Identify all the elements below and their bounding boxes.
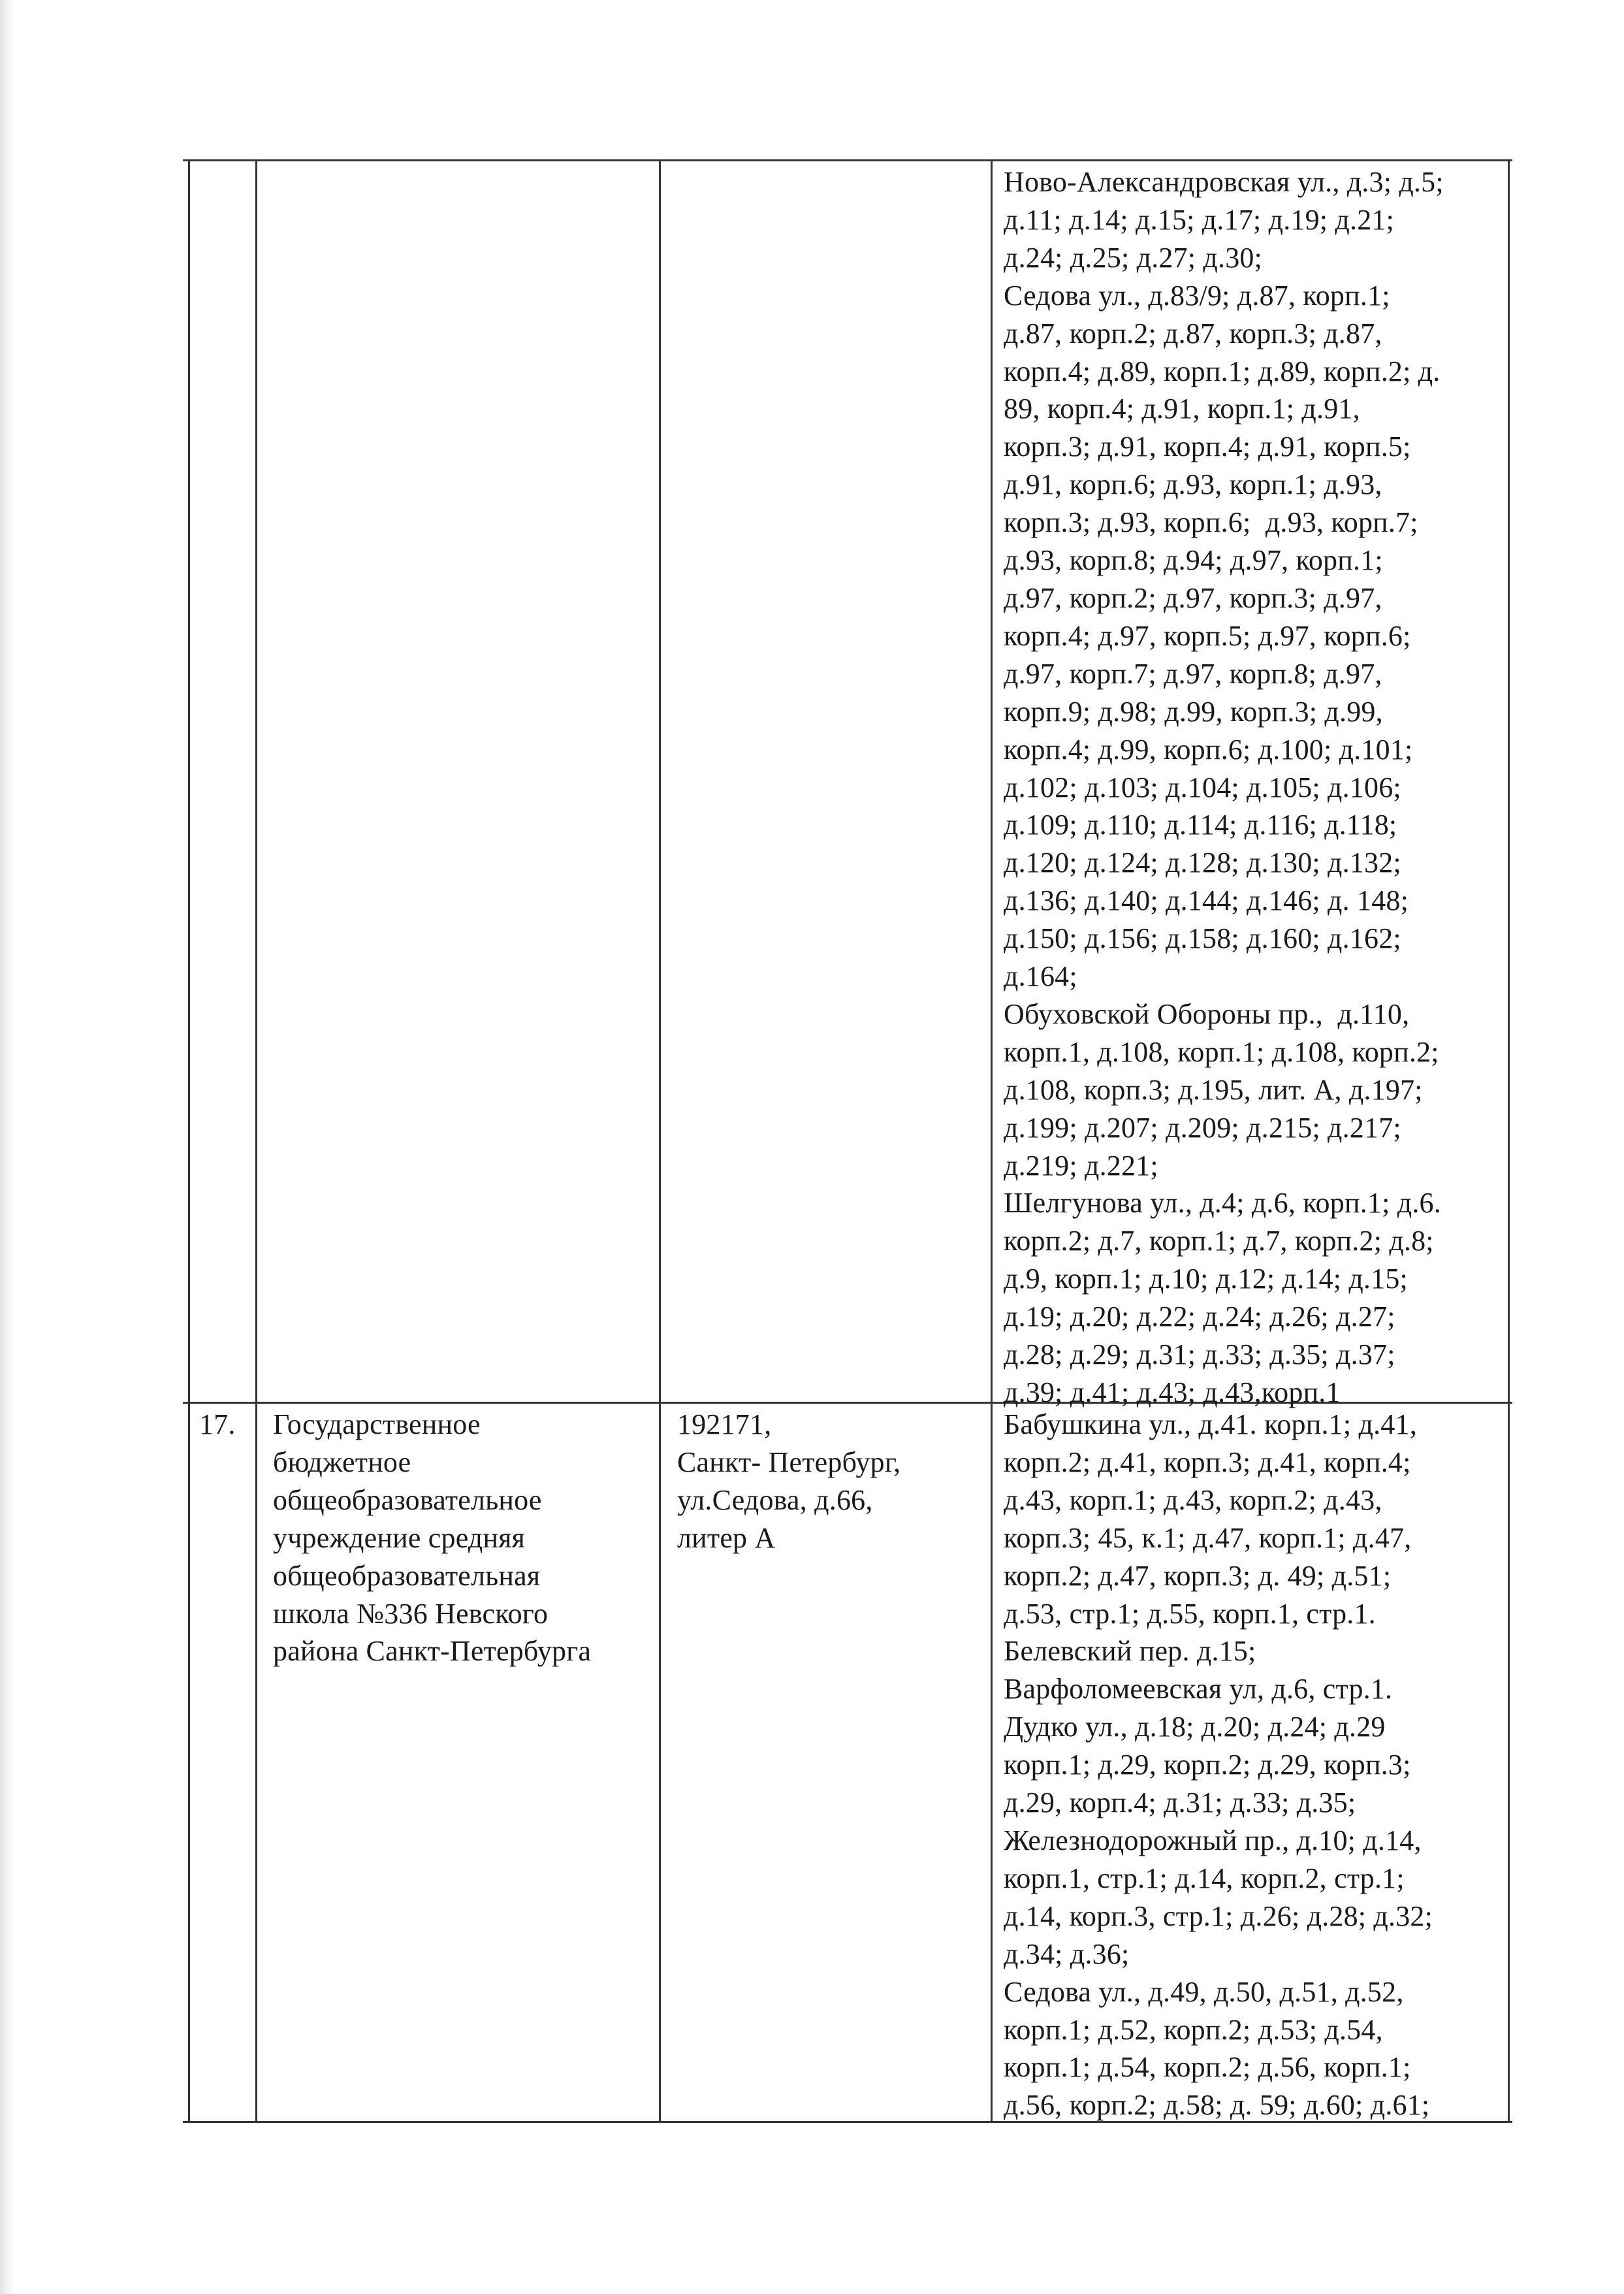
row-17-location-address xyxy=(677,1406,900,1557)
column-border-left xyxy=(188,159,190,2123)
address-line: Шелгунова ул., д.4; д.6, корп.1; д.6. xyxy=(1004,1187,1441,1220)
address-line: д.11; д.14; д.15; д.17; д.19; д.21; xyxy=(1004,203,1395,236)
address-line: корп.3; 45, к.1; д.47, корп.1; д.47, xyxy=(1004,1521,1412,1554)
address-line: корп.2; д.47, корп.3; д. 49; д.51; xyxy=(1004,1559,1392,1592)
institution-line: бюджетное xyxy=(273,1446,411,1478)
institution-line: общеобразовательное xyxy=(273,1483,542,1516)
address-line: д.43, корп.1; д.43, корп.2; д.43, xyxy=(1004,1483,1382,1516)
address-line: д.97, корп.2; д.97, корп.3; д.97, xyxy=(1004,581,1382,614)
institution-line: общеобразовательная xyxy=(273,1559,541,1592)
location-line: Санкт- Петербург, xyxy=(677,1446,901,1478)
address-line: д.150; д.156; д.158; д.160; д.162; xyxy=(1004,922,1401,955)
address-line: Варфоломеевская ул, д.6, стр.1. xyxy=(1004,1673,1393,1705)
address-line: корп.1, стр.1; д.14, корп.2, стр.1; xyxy=(1004,1862,1405,1894)
address-line: д.28; д.29; д.31; д.33; д.35; д.37; xyxy=(1004,1338,1395,1371)
address-line: д.56, корп.2; д.58; д. 59; д.60; д.61; xyxy=(1004,2089,1430,2122)
column-border-number xyxy=(255,159,257,2123)
address-line: д.93, корп.8; д.94; д.97, корп.1; xyxy=(1004,544,1383,577)
address-line: д.87, корп.2; д.87, корп.3; д.87, xyxy=(1004,317,1382,349)
address-line: корп.3; д.93, корп.6; д.93, корп.7; xyxy=(1004,506,1418,539)
institution-line: района Санкт-Петербурга xyxy=(273,1635,592,1668)
column-border-right xyxy=(1508,159,1510,2123)
address-line: д.91, корп.6; д.93, корп.1; д.93, xyxy=(1004,468,1382,501)
address-line: корп.2; д.41, корп.3; д.41, корп.4; xyxy=(1004,1446,1411,1478)
institution-line: Государственное xyxy=(273,1408,481,1440)
institution-line: учреждение средняя xyxy=(273,1521,526,1554)
column-border-institution xyxy=(659,159,661,2123)
address-line: д.164; xyxy=(1004,960,1077,993)
table-top-border xyxy=(183,159,1512,161)
column-border-location xyxy=(991,159,993,2123)
address-line: д.199; д.207; д.209; д.215; д.217; xyxy=(1004,1111,1401,1144)
address-line: д.53, стр.1; д.55, корп.1, стр.1. xyxy=(1004,1597,1376,1630)
address-line: д.109; д.110; д.114; д.116; д.118; xyxy=(1004,809,1397,841)
location-line: литер А xyxy=(677,1521,776,1554)
continuation-row-addresses xyxy=(1004,163,1444,1412)
address-line: корп.1; д.52, корп.2; д.53; д.54, xyxy=(1004,2013,1383,2046)
address-line: Обуховской Обороны пр., д.110, xyxy=(1004,997,1410,1030)
address-line: д.219; д.221; xyxy=(1004,1149,1158,1182)
address-line: Седова ул., д.83/9; д.87, корп.1; xyxy=(1004,279,1390,312)
address-line: д.39; д.41; д.43; д.43,корп.1 xyxy=(1004,1376,1341,1408)
address-line: д.9, корп.1; д.10; д.12; д.14; д.15; xyxy=(1004,1263,1408,1295)
row-17-number: 17. xyxy=(199,1408,236,1440)
address-line: д.29, корп.4; д.31; д.33; д.35; xyxy=(1004,1786,1356,1819)
address-line: Белевский пер. д.15; xyxy=(1004,1635,1256,1668)
address-line: Дудко ул., д.18; д.20; д.24; д.29 xyxy=(1004,1711,1386,1743)
address-line: д.19; д.20; д.22; д.24; д.26; д.27; xyxy=(1004,1300,1395,1333)
address-line: корп.1; д.54, корп.2; д.56, корп.1; xyxy=(1004,2051,1411,2084)
address-line: Железнодорожный пр., д.10; д.14, xyxy=(1004,1824,1422,1856)
address-line: корп.4; д.99, корп.6; д.100; д.101; xyxy=(1004,733,1413,766)
location-line: ул.Седова, д.66, xyxy=(677,1483,873,1516)
address-line: Ново-Александровская ул., д.3; д.5; xyxy=(1004,166,1444,198)
address-line: корп.1; д.29, корп.2; д.29, корп.3; xyxy=(1004,1749,1411,1781)
address-line: корп.4; д.89, корп.1; д.89, корп.2; д. xyxy=(1004,355,1441,387)
address-line: д.24; д.25; д.27; д.30; xyxy=(1004,241,1263,274)
address-line: д.108, корп.3; д.195, лит. А, д.197; xyxy=(1004,1073,1423,1106)
row-17-addresses xyxy=(1004,1406,1433,2124)
address-line: корп.9; д.98; д.99, корп.3; д.99, xyxy=(1004,695,1383,728)
address-line: д.34; д.36; xyxy=(1004,1937,1130,1970)
address-line: 89, корп.4; д.91, корп.1; д.91, xyxy=(1004,393,1360,425)
row-17-institution-name xyxy=(273,1406,591,1670)
address-line: корп.3; д.91, корп.4; д.91, корп.5; xyxy=(1004,430,1411,463)
address-line: д.14, корп.3, стр.1; д.26; д.28; д.32; xyxy=(1004,1899,1433,1932)
address-line: д.136; д.140; д.144; д.146; д. 148; xyxy=(1004,884,1409,917)
address-line: д.120; д.124; д.128; д.130; д.132; xyxy=(1004,847,1401,879)
institution-line: школа №336 Невского xyxy=(273,1597,549,1630)
address-line: Седова ул., д.49, д.50, д.51, д.52, xyxy=(1004,1975,1404,2008)
location-line: 192171, xyxy=(677,1408,772,1440)
address-line: корп.1, д.108, корп.1; д.108, корп.2; xyxy=(1004,1035,1439,1068)
address-line: корп.4; д.97, корп.5; д.97, корп.6; xyxy=(1004,619,1411,652)
address-line: Бабушкина ул., д.41. корп.1; д.41, xyxy=(1004,1408,1417,1440)
address-line: корп.2; д.7, корп.1; д.7, корп.2; д.8; xyxy=(1004,1225,1434,1257)
address-line: д.97, корп.7; д.97, корп.8; д.97, xyxy=(1004,657,1382,690)
address-line: д.102; д.103; д.104; д.105; д.106; xyxy=(1004,771,1401,803)
